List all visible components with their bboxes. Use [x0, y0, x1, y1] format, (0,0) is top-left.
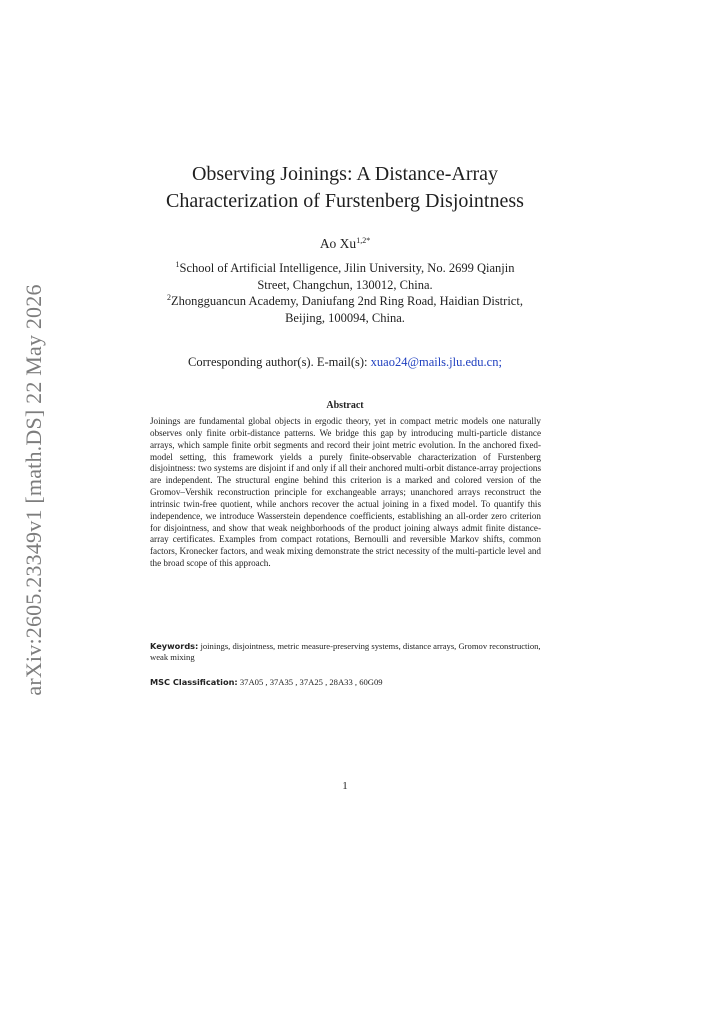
corresponding-label: Corresponding author(s). E-mail(s):	[188, 355, 368, 369]
msc-codes: 37A05 , 37A35 , 37A25 , 28A33 , 60G09	[239, 677, 383, 687]
affiliation-1-mark: 1	[175, 260, 180, 269]
msc-classification	[150, 677, 541, 687]
affiliation-2-line-1	[120, 293, 570, 310]
author-affiliation-marks: 1,2*	[356, 236, 371, 245]
keywords	[150, 641, 541, 663]
title-line-1: Observing Joinings: A Distance-Array	[191, 163, 499, 185]
affiliation-2-line-2: Beijing, 100094, China.	[285, 310, 405, 325]
affiliations	[120, 260, 570, 326]
email-link[interactable]: xuao24@mails.jlu.edu.cn;	[370, 355, 502, 369]
keywords-label: Keywords:	[150, 641, 199, 651]
msc-label: MSC Classification:	[150, 677, 238, 687]
arxiv-identifier-text: arXiv:2605.23349v1 [math.DS] 22 May 2026	[21, 284, 46, 696]
affiliation-2-text: Zhongguancun Academy, Daniufang 2nd Ring Road, Haidian District,	[171, 294, 523, 308]
keywords-text: joinings, disjointness, metric measure-preserving systems, distance arrays, Gromov reconstruction, weak mixing	[150, 641, 541, 662]
affiliation-1-line-1	[120, 260, 570, 277]
author-name: Ao Xu	[319, 236, 357, 251]
paper-title	[100, 161, 590, 215]
author-line	[100, 236, 590, 252]
abstract-heading: Abstract	[326, 400, 364, 411]
corresponding-author	[100, 355, 590, 370]
arxiv-identifier-stamp	[4, 284, 64, 696]
affiliation-1-text: School of Artificial Intelligence, Jilin University, No. 2699 Qianjin	[179, 261, 515, 275]
affiliation-2-mark: 2	[167, 293, 172, 302]
page-number: 1	[342, 780, 348, 792]
title-line-2: Characterization of Furstenberg Disjointness	[166, 190, 524, 212]
affiliation-1-line-2: Street, Changchun, 130012, China.	[257, 277, 433, 292]
abstract-text: Joinings are fundamental global objects in ergodic theory, yet in compact metric models one naturally observes only finite orbit-distance patterns. We bridge this gap by introducing multi-particle distance arrays, which sample finite orbit segments and record their joint metric evolution. In the anchored fixed-model setting, this framework yields a purely finite-observable characterization of Furstenberg disjointness: two systems are disjoint if and only if all their anchored multi-orbit distance-array projections are independent. The structural engine behind this criterion is a marked and colored version of the Gromov–Vershik reconstruction principle for exchangeable arrays; unanchored arrays reconstruct the intrinsic twin-free quotient, while anchors recover the actual joining in a fixed model. To quantify this independence, we introduce Wasserstein dependence coefficients, establishing an all-order zero criterion for disjointness, and show that weak neighborhoods of the product joining always admit finite distance-array certificates. Examples from compact rotations, Bernoulli and reversible Markov shifts, common factors, Kronecker factors, and weak mixing demonstrate the strict necessity of the multi-particle level and the broad scope of this approach.	[150, 416, 541, 569]
